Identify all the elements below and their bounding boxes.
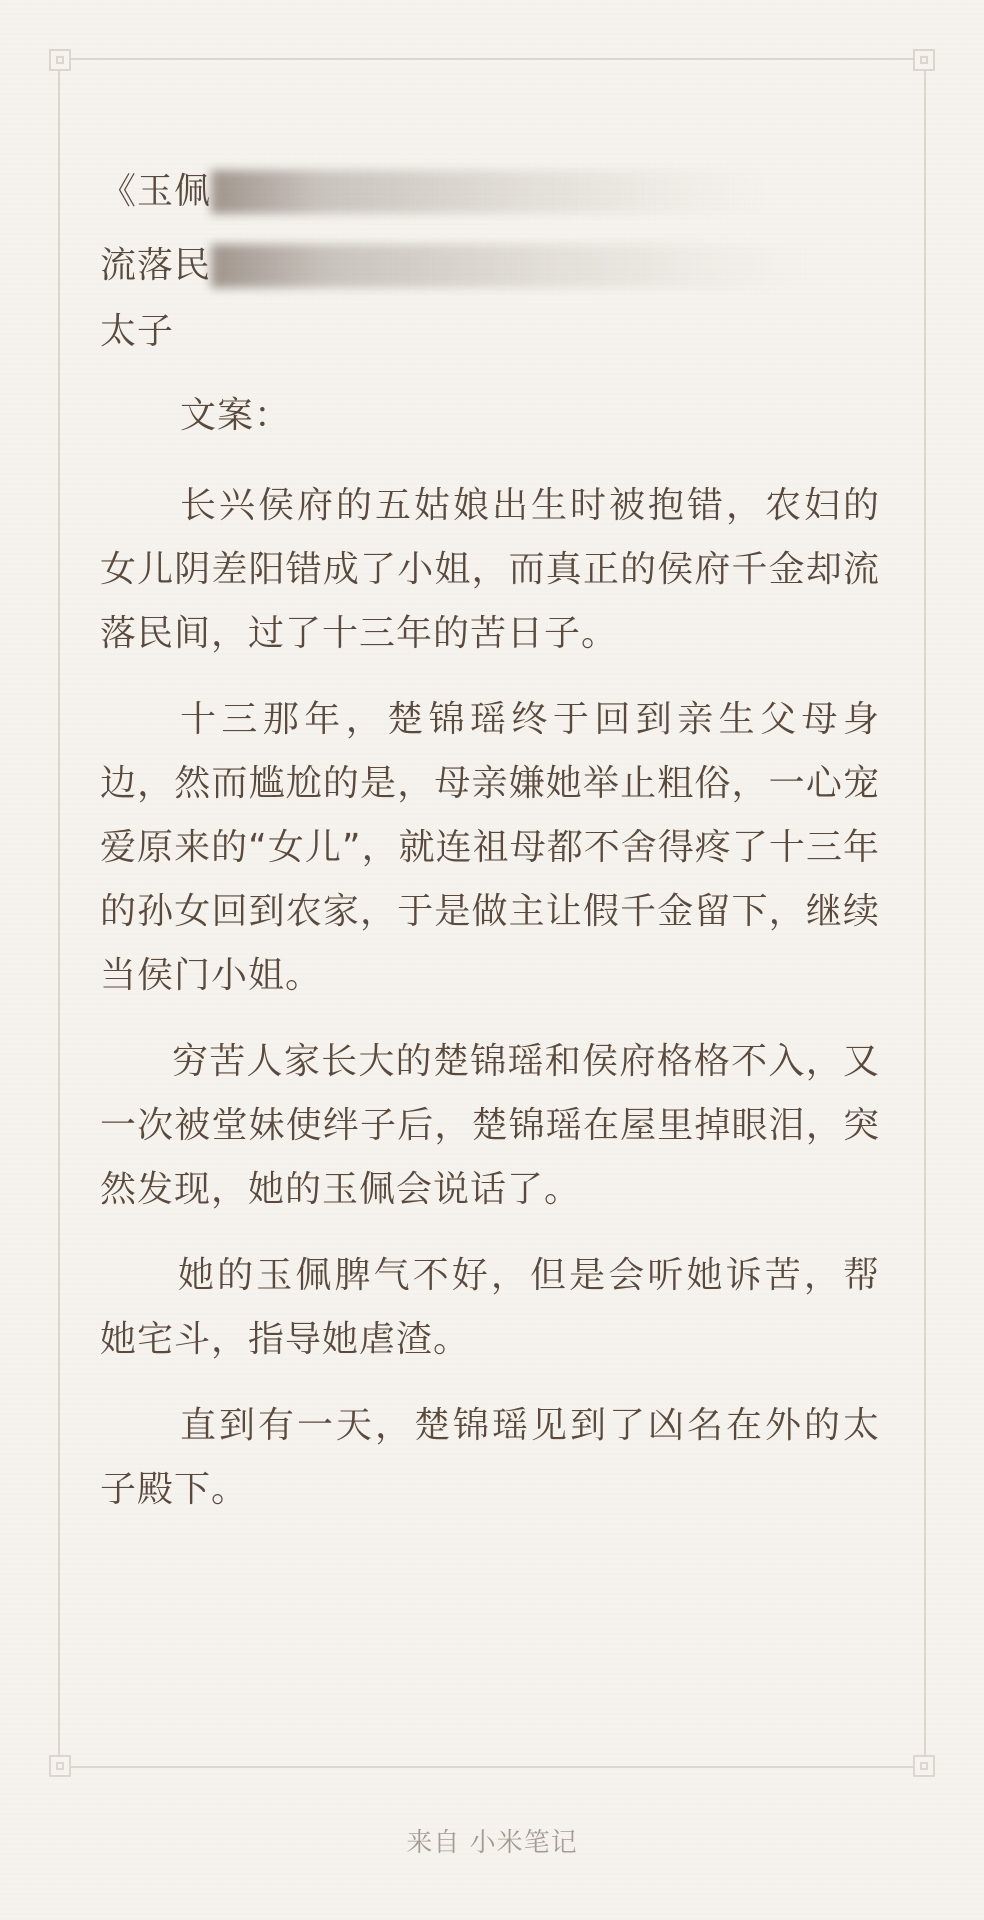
paragraph-5: 直到有一天，楚锦瑶见到了凶名在外的太子殿下。 [100, 1405, 880, 1510]
frame-corner-ornament [913, 49, 935, 71]
note-content [100, 160, 880, 1522]
source-footer: 来自 小米笔记 [406, 1828, 578, 1858]
paragraph-4: 她的玉佩脾气不好，但是会听她诉苦，帮她宅斗，指导她虐渣。 [100, 1255, 880, 1360]
redacted-blur [211, 170, 771, 214]
tag-line [100, 234, 880, 298]
paragraph-3: 穷苦人家长大的楚锦瑶和侯府格格不入，又一次被堂妹使绊子后，楚锦瑶在屋里掉眼泪，突然发现，她的玉佩会说话了。 [100, 1041, 880, 1210]
role-line: 太子 [100, 311, 175, 352]
frame-corner-ornament [49, 1755, 71, 1777]
title-text: 《玉佩 [100, 171, 212, 212]
paragraph-1: 长兴侯府的五姑娘出生时被抱错，农妇的女儿阴差阳错成了小姐，而真正的侯府千金却流落民间，过了十三年的苦日子。 [100, 485, 880, 654]
redacted-blur [211, 244, 811, 288]
frame-corner-ornament [49, 49, 71, 71]
tag-text: 流落民 [100, 245, 212, 286]
frame-corner-ornament [913, 1755, 935, 1777]
title-line [100, 160, 880, 224]
synopsis-label: 文案： [180, 395, 292, 436]
paragraph-2: 十三那年，楚锦瑶终于回到亲生父母身边，然而尴尬的是，母亲嫌她举止粗俗，一心宠爱原来的“女儿”，就连祖母都不舍得疼了十三年的孙女回到农家，于是做主让假千金留下，继续当侯门小姐。 [100, 699, 880, 996]
